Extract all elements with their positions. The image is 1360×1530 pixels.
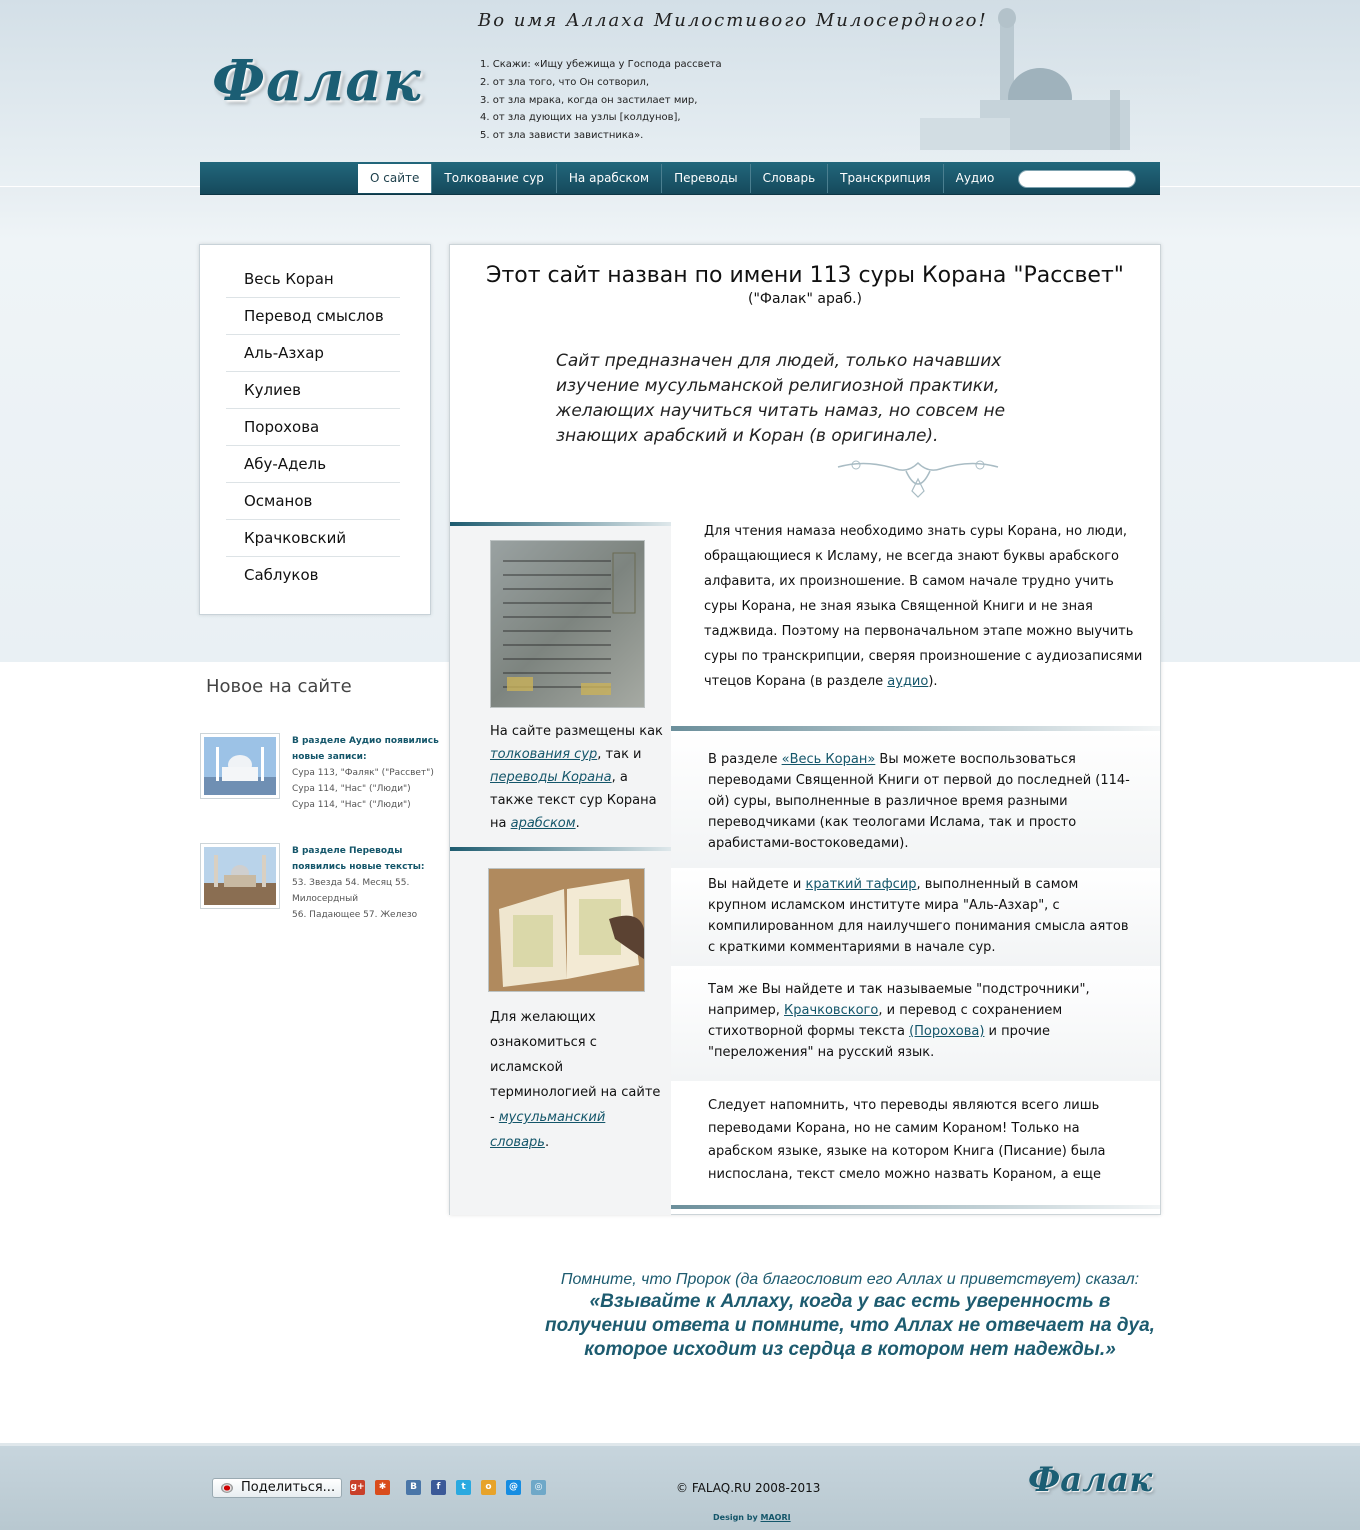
site-logo[interactable]: Фалак	[212, 48, 422, 114]
news-thumbnail[interactable]	[200, 733, 280, 799]
left-dictionary-text	[490, 1005, 666, 1155]
odnoklassniki-icon[interactable]: о	[481, 1480, 496, 1495]
main-content	[449, 244, 1161, 1215]
text: Там же Вы найдете и так называемые "подстрочники", например,	[708, 982, 1090, 1018]
open-quran-image	[488, 868, 645, 992]
text: На сайте размещены как	[490, 724, 663, 739]
text: .	[575, 816, 580, 831]
nav-item-arabic[interactable]: На арабском	[557, 164, 662, 193]
footer-logo[interactable]: Фалак	[1028, 1460, 1153, 1500]
intro-text: Сайт предназначен для людей, только начавших изучение мусульманской религиозной практики, желающих научиться читать намаз, но совсем не знающих арабский и Коран (в оригинале).	[556, 351, 1006, 446]
verse-line: 5. от зла зависти завистника».	[480, 130, 644, 142]
sidebar-item-osmanov[interactable]: Османов	[226, 483, 400, 520]
text: и прочие "переложения" на русский язык.	[708, 1024, 1050, 1060]
nav-item-about[interactable]: О сайте	[358, 164, 432, 193]
designer-link[interactable]: MAORI	[760, 1513, 791, 1522]
text: В разделе	[708, 752, 782, 767]
paragraph-whole-quran	[671, 731, 1160, 868]
divider	[450, 522, 671, 526]
divider	[450, 847, 671, 851]
paragraph-namaz	[671, 519, 1160, 694]
nav-item-tafsir[interactable]: Толкование сур	[432, 164, 557, 193]
sidebar-item-krachkovsky[interactable]: Крачковский	[226, 520, 400, 557]
text: , выполненный в самом крупном исламском институте мира "Аль-Азхар", с компилированном для наилучшего понимания смысла аятов с краткими комментариями в начале сур.	[708, 877, 1129, 955]
surfingbird-icon[interactable]: ✱	[375, 1480, 390, 1495]
text: Вы можете воспользоваться переводами Священной Книги от первой до последней (114-ой) суры, выполненные в различное время разными переводчиками (как теологами Ислама, так и просто арабистами-востоковедами).	[708, 752, 1130, 851]
sidebar-item-porokhova[interactable]: Порохова	[226, 409, 400, 446]
news-thumbnail[interactable]	[200, 843, 280, 909]
left-column	[450, 522, 671, 1215]
tafsir-link[interactable]: толкования сур	[490, 747, 598, 762]
text: Для чтения намаза необходимо знать суры Корана, но люди, обращающиеся к Исламу, не всегда знают буквы арабского алфавита, их произношение. В самом начале трудно учить суры Корана, не зная языка Священной Книги и не зная таджвида. Поэтому на первоначальном этапе можно выучить суры по транскрипции, сверяя произношение с аудиозаписями чтецов Корана (в разделе	[704, 524, 1143, 689]
share-button[interactable]	[212, 1478, 342, 1498]
news-headline[interactable]: В разделе Аудио появились новые записи:	[292, 736, 439, 762]
surah-verses	[480, 56, 722, 145]
vkontakte-icon[interactable]: В	[406, 1480, 421, 1495]
sidebar-item-kuliev[interactable]: Кулиев	[226, 372, 400, 409]
twitter-icon[interactable]: t	[456, 1480, 471, 1495]
text: Вы найдете и	[708, 877, 806, 892]
sidebar-item-sablukov[interactable]: Саблуков	[244, 566, 319, 584]
porokhova-link[interactable]: (Порохова)	[909, 1024, 985, 1039]
whole-quran-link[interactable]: «Весь Коран»	[781, 752, 876, 767]
nav-item-transcription[interactable]: Транскрипция	[828, 164, 943, 193]
translations-link[interactable]: переводы Корана	[490, 770, 612, 785]
ornament-divider	[836, 457, 1000, 499]
news-line: 56. Падающее 57. Железо	[292, 910, 418, 920]
paragraph-reminder	[671, 1081, 1160, 1206]
copyright: © FALAQ.RU 2008-2013	[676, 1481, 821, 1495]
text: , а также текст сур Корана на	[490, 770, 657, 831]
main-navigation	[200, 162, 1160, 195]
hadith-quote	[540, 1270, 1160, 1362]
news-line: Сура 114, "Нас" ("Люди")	[292, 784, 411, 794]
text: , так и	[597, 747, 642, 762]
left-info-text	[490, 720, 666, 835]
paragraph-tafsir	[671, 868, 1160, 966]
mailru-icon[interactable]: @	[506, 1480, 521, 1495]
sidebar-menu	[199, 244, 431, 615]
social-icons	[350, 1480, 556, 1495]
design-credit	[713, 1513, 791, 1522]
nav-item-audio[interactable]: Аудио	[955, 171, 995, 185]
text: Design by	[713, 1513, 761, 1522]
basmala-heading: Во имя Аллаха Милостивого Милосердного!	[478, 10, 988, 31]
text: , и перевод с сохранением стихотворной формы текста	[708, 1003, 1063, 1039]
paragraph-interlinear	[671, 966, 1160, 1081]
search-input[interactable]	[1018, 170, 1136, 188]
audio-link[interactable]: аудио	[887, 674, 929, 689]
footer	[0, 1443, 1360, 1530]
text: Следует напомнить, что переводы являются всего лишь переводами Корана, но не самим Кораном! Только на арабском языке, языке на котором Книга (Писание) была ниспослана, текст смело можно назвать Кораном, а еще	[708, 1098, 1106, 1182]
dictionary-link[interactable]: мусульманский словарь	[490, 1110, 606, 1150]
share-icon	[221, 1483, 233, 1493]
manuscript-image	[490, 540, 645, 708]
text: Для желающих ознакомиться с исламской терминологией на сайте -	[490, 1010, 661, 1125]
quote-text: «Взывайте к Аллаху, когда у вас есть уверенность в получении ответа и помните, что Аллах не отвечает на дуа, которое исходит из сердца в котором нет надежды.»	[545, 1291, 1155, 1360]
verse-line: 2. от зла того, что Он сотворил,	[480, 76, 650, 88]
sidebar-item-abu-adel[interactable]: Абу-Адель	[226, 446, 400, 483]
news-line: 53. Звезда 54. Месяц 55. Милосердный	[292, 878, 410, 904]
sidebar-item-whole-quran[interactable]: Весь Коран	[226, 261, 400, 298]
sidebar-item-al-azhar[interactable]: Аль-Азхар	[226, 335, 400, 372]
krachkovsky-link[interactable]: Крачковского	[784, 1003, 879, 1018]
text: ).	[928, 674, 938, 689]
verse-line: 1. Скажи: «Ищу убежища у Господа рассвета	[480, 59, 722, 70]
text: .	[544, 1135, 550, 1150]
short-tafsir-link[interactable]: краткий тафсир	[805, 877, 917, 892]
page-subtitle: ("Фалак" араб.)	[748, 291, 862, 307]
nav-item-dictionary[interactable]: Словарь	[751, 164, 829, 193]
share-label: Поделиться...	[241, 1480, 336, 1495]
verse-line: 4. от зла дующих на узлы [колдунов],	[480, 112, 681, 124]
arabic-link[interactable]: арабском	[510, 816, 576, 831]
sidebar-item-meaning-translation[interactable]: Перевод смыслов	[226, 298, 400, 335]
verse-line: 3. от зла мрака, когда он застилает мир,	[480, 94, 698, 106]
news-section-title: Новое на сайте	[206, 676, 352, 697]
nav-item-translations[interactable]: Переводы	[662, 164, 751, 193]
news-line: Сура 114, "Нас" ("Люди")	[292, 800, 411, 810]
facebook-icon[interactable]: f	[431, 1480, 446, 1495]
quote-lead: Помните, что Пророк (да благословит его Аллах и приветствует) сказал:	[560, 1271, 1140, 1288]
news-line: Сура 113, "Фаляк" ("Рассвет")	[292, 768, 434, 778]
google-plus-icon[interactable]: g+	[350, 1480, 365, 1495]
page-title: Этот сайт назван по имени 113 суры Корана "Рассвет"	[486, 263, 1124, 288]
divider	[671, 1205, 1160, 1209]
news-headline[interactable]: В разделе Переводы появились новые тексты:	[292, 846, 425, 872]
liveinternet-icon[interactable]: ◎	[531, 1480, 546, 1495]
